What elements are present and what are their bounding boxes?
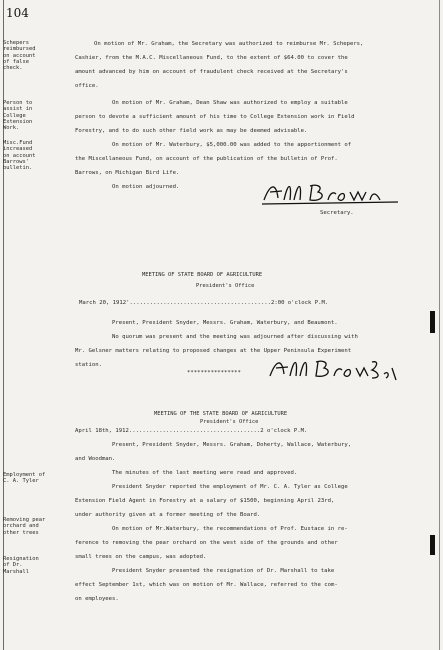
separator-stars: **************** [187,370,241,376]
binder-mark [430,535,435,555]
text-line: Present, President Snyder, Messrs. Graham, Waterbury, and Beaumont. [112,320,338,326]
text-line: office. [75,83,99,89]
text-line: President Snyder presented the resignation of Dr. Marshall to take [112,568,335,574]
meeting-heading: MEETING OF STATE BOARD OF AGRICULTURE [142,272,263,278]
signature [258,178,402,208]
text-line: No quorum was present and the meeting was adjourned after discussing with [112,334,358,340]
text-line: On motion of Mr. Waterbury, $5,000.00 was added to the apportionment of [112,142,352,148]
margin-note: Misc.Fund increased on account Barrows' bulletin. [3,140,36,172]
meeting-date-line: April 18th, 1912.......................................2 o'clock P.M. [75,428,308,434]
text-line: The minutes of the last meeting were read and approved. [112,470,298,476]
text-line: On motion of Mr.Waterbury, the recommendations of Prof. Eustace in re- [112,526,348,532]
text-line: on employees. [75,596,119,602]
text-line: person to devote a sufficient amount of his time to College Extension work in Field [75,114,355,120]
text-line: station. [75,362,102,368]
margin-note: Resignation of Dr. Marshall [3,556,39,575]
meeting-heading: MEETING OF THE STATE BOARD OF AGRICULTURE [154,411,288,417]
text-line: effect September 1st, which was on motion of Mr. Wallace, referred to the com- [75,582,338,588]
margin-note: Schepers reimbursed on account of false check. [3,40,36,72]
text-line: Barrows, on Michigan Bird Life. [75,170,180,176]
text-line: Extension Field Agent in Forestry at a salary of $1500, beginning April 23rd, [75,498,335,504]
meeting-date-line: March 20, 1912'..........................................2:00 o'clock P.M. [79,300,329,306]
text-line: the Miscellaneous Fund, on account of the publication of the bulletin of Prof. [75,156,338,162]
text-line: under authority given at a former meeting of the Board. [75,512,261,518]
meeting-location: President's Office [200,419,259,425]
text-line: Mr. Gelsner matters relating to proposed changes at the Upper Peninsula Experiment [75,348,352,354]
text-line: ference to removing the pear orchard on the west side of the grounds and other [75,540,338,546]
text-line: On motion adjourned. [112,184,180,190]
text-line: Forestry, and to do such other field work as may be deemed advisable. [75,128,308,134]
margin-note: Employment of C. A. Tyler [3,472,46,485]
text-line: On motion of Mr. Graham, Dean Shaw was authorized to employ a suitable [112,100,348,106]
signature [266,354,402,384]
page-number: 104 [6,6,29,20]
text-line: small trees on the campus, was adopted. [75,554,207,560]
left-margin-rule [3,0,4,650]
text-line: and Woodman. [75,456,116,462]
signature-title: Secretary. [320,210,354,216]
binder-mark [430,311,435,333]
text-line: On motion of Mr. Graham, the Secretary was authorized to reimburse Mr. Schepers, [94,41,364,47]
margin-note: Person to assist in College Extension Work. [3,100,33,132]
margin-note: Removing pear orchard and other trees [3,517,46,536]
text-line: amount advanced by him on account of fraudulent check received at the Secretary's [75,69,348,75]
meeting-location: President's Office [196,283,255,289]
text-line: President Snyder reported the employment of Mr. C. A. Tyler as College [112,484,348,490]
text-line: Present, President Snyder, Messrs. Graham, Doherty, Wallace, Waterbury, [112,442,352,448]
right-margin-rule [439,0,440,650]
text-line: Cashier, from the M.A.C. Miscellaneous Fund, to the extent of $64.00 to cover the [75,55,348,61]
